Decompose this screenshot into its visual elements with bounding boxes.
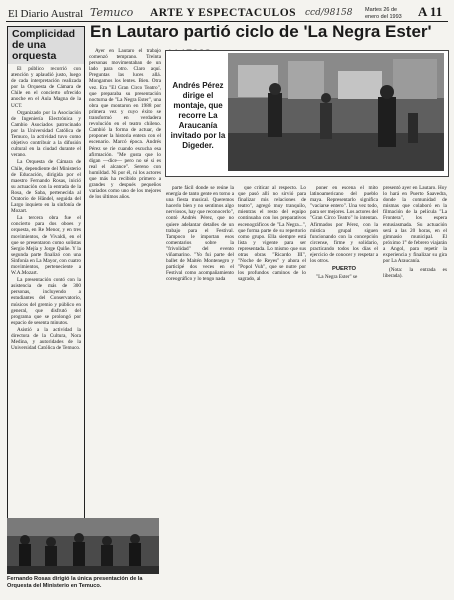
photo-top-caption: Andrés Pérez dirige el montaje, que recorre La Araucanía invitado por la Digeder. bbox=[170, 81, 226, 150]
sidebar-paragraph: La Orquesta de Cámara de Chile, dependiente del Ministerio de Educación, dirigida por el maestro Fernando Rosas, inició su actuación con la entrada de la Rosa, de Saba, pertenecida al Oratorio de Händel, seguida del Largo inquieto en la sinfonía de Mozart. bbox=[11, 159, 81, 215]
article-paragraph: presentó ayer en Lautaro. Hoy lo hará en Puerto Saavedra, donde la comunidad de mismas que colaboró en la filmación de la película "La Frontera", los espera entusiasmada. Su actuación será a las 20 horas, en el gimnasio municipal. El próximo 1° de febrero viajarán a Angol, para repetir la experiencia y finalizar su gira por La Araucanía. bbox=[383, 185, 447, 265]
article-column-3 bbox=[238, 185, 306, 490]
article-column-2 bbox=[166, 185, 234, 490]
newspaper-name: El Diario Austral bbox=[8, 8, 84, 20]
article-paragraph: poner en escena el mito latinoamericano del pueblo maya. Representarlo significa "vaciarse entero". Una vez todo, para ser mejores. Los actores del "Gran Circo Teatro" lo intentan. Afirmados por Pérez, con la mística grupal siguen funcionando con la concepción circense, firme y solidario, practicando todos los días el ejercicio de conocer y respetar a los otros. bbox=[310, 185, 378, 265]
date-line-1: Martes 26 de bbox=[365, 7, 398, 13]
sidebar-title: Complicidad de una orquesta bbox=[8, 27, 84, 64]
article-paragraph: parte fácil donde se reúne la energía de tanto gente en torno a una fiesta musical. Queremos hacerlo bien y no sentimos algo nerviosos, hay que reconocerlo", contó Andrés Pérez, que no quiere adelantar detalles de un trabajo para el Festival. Tampoco le importan esos comentarios sobre la "frivolidad" del evento viñamarino. "Yo fui parte del ballet de Maitén Montenegro y participé dos veces en el Festival como acompañamiento coreográfico y lo tengo nada bbox=[166, 185, 234, 283]
section-title: ARTE Y ESPECTACULOS bbox=[150, 7, 297, 19]
sidebar-paragraph: Asistió a la actividad la directora de la Cultura, Nora Medina, y autoridades de la Universidad Católica de Temuco. bbox=[11, 326, 81, 352]
header-date bbox=[365, 7, 402, 20]
photo-bottom-caption: Fernando Rosas dirigió la única presentación de la Orquesta del Ministerio en Temuco. bbox=[7, 576, 143, 589]
article-column-1 bbox=[89, 48, 161, 540]
photo-top-scene bbox=[228, 53, 444, 171]
article-column-4 bbox=[310, 185, 378, 490]
sidebar-paragraph: La tercera obra fue el concierto para dos oboes y orquesta, en Re Menor, y en tres movimientos, de Vivaldi, en el que se presentaron como solistas Sergio Mejía y Jorge Quiñe. Y la segunda parte finalizó con una Sinfonía en La Mayor, con cuatro movimientos, perteneciente a W.A.Mozart. bbox=[11, 215, 81, 277]
article-column-5 bbox=[383, 185, 447, 490]
handwritten-city: Temuco bbox=[90, 6, 134, 19]
photo-bottom-scene bbox=[7, 518, 159, 574]
sidebar-paragraph: Organizado por la Asociación de Ingeniería Electrónica y Cambio Asociados patrocinado por la Universidad Católica de Temuco, la actividad tuvo como objetivo contribuir a la difusión cultural en la ciudad durante el verano. bbox=[11, 109, 81, 159]
photo-top-image bbox=[228, 53, 444, 171]
sidebar-paragraph: La presentación contó con la asistencia de más de 300 personas, incluyendo a estudiantes del Conservatorio, músicos del gremio y público en general, que disfrutó del programa que se prolongó por espacio de sesenta minutos. bbox=[11, 277, 81, 326]
headline: En Lautaro partió ciclo de 'La Negra Ester' bbox=[90, 22, 432, 41]
article-paragraph: que criticar al respecto. Lo que pasó allí no sirvió para finalizar mis relaciones de teatro", agregó muy tranquilo, mientras el resto del equipo continuaba con los preparativos escenográficos de "La Negra...", que forma parte de su repertorio como grupo. Ella siempre está lista y vigente para ser representada. Lo mismo que sus otras obras "Ricardo III", "Noche de Reyes" y ahora el "Popol Vuh", que se nutre por los profundos caminos de lo sagrado, al bbox=[238, 185, 306, 283]
article-subhead: PUERTO bbox=[331, 266, 357, 273]
article-note: (Nota: la entrada es liberada). bbox=[383, 267, 447, 280]
article-paragraph: "La Negra Ester" se bbox=[316, 274, 358, 281]
article-paragraph: Ayer en Lautaro el trabajo comenzó temprano. Treinta personas movimentaban de un lado para otro. Claro aquí. Preguntas las luces allá. Mongamos los lentes. Bien. Otra vez. Era "El Gran Circo Teatro", que preparaba su presentación nocturna de "La Negra Ester", una obra que montaron en 1988 por primera vez y cuyo éxito se transformó en verdadera revolución en el teatro chileno. Cambió la forma de actuar, de proponer la historia entera con el escenario. Marcó época. Andrés Pérez se ríe cuando escucha esa afirmación. "Me gusta que lo digan —dice— pero no sé si es real el alcance". Sereno con humildad. Ni por él, ni los actores que más ha recibido primero a grandes y después pequeños variados como uno de los mejores de los últimos años. bbox=[89, 48, 161, 201]
photo-top-frame bbox=[165, 50, 449, 177]
sidebar-box bbox=[7, 26, 85, 544]
page-number: A 11 bbox=[418, 4, 443, 19]
handwritten-code: ccd/98158 bbox=[305, 8, 353, 18]
sidebar-body bbox=[8, 64, 84, 353]
photo-bottom-image bbox=[7, 518, 159, 574]
sidebar-paragraph: El público recorrió con atención y aplaudió justo, luego de cada interpretación realizada por la Orquesta de Cámara de Chile en el concierto ofrecido anoche en el Aula Magna de la UCT. bbox=[11, 66, 81, 109]
date-line-2: enero del 1993 bbox=[365, 13, 402, 20]
